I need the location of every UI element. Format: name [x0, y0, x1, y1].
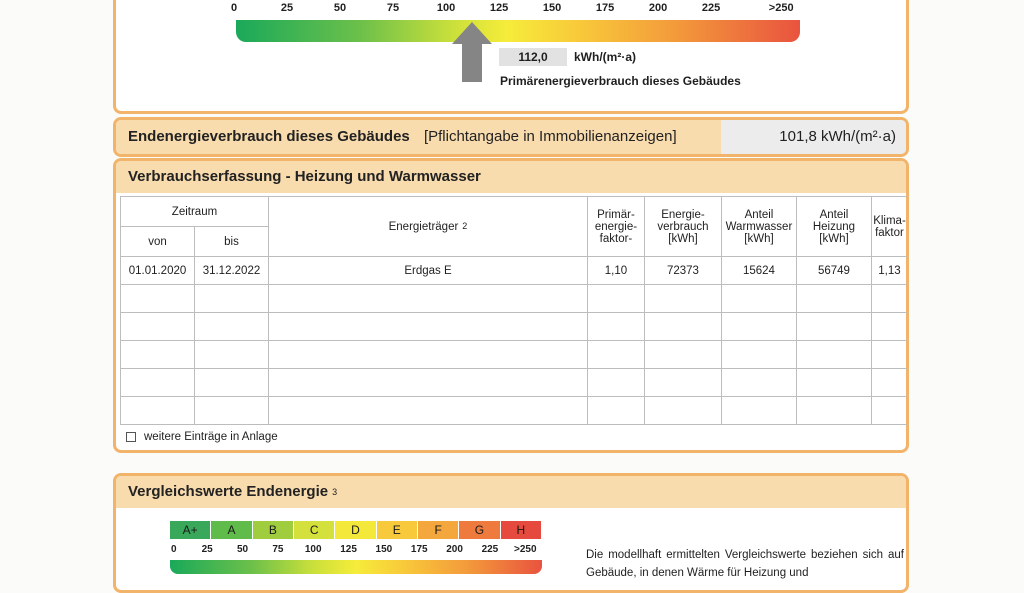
cell-warmwasser: 15624 [721, 257, 796, 285]
final-energy-title: Endenergieverbrauch dieses Gebäudes [128, 128, 410, 145]
consumption-title: Verbrauchserfassung - Heizung und Warmwasser [116, 161, 906, 193]
efficiency-class: F [418, 521, 459, 539]
tick-label: 0 [230, 2, 238, 14]
comparison-title: Vergleichswerte Endenergie [128, 483, 329, 500]
header-warmwasser: Anteil Warmwasser [kWh] [721, 197, 796, 257]
table-row [121, 397, 908, 425]
efficiency-class: C [294, 521, 335, 539]
consumption-table [120, 196, 908, 425]
more-entries-label: weitere Einträge in Anlage [144, 431, 278, 443]
more-entries-checkbox[interactable] [126, 432, 136, 442]
efficiency-class: E [377, 521, 418, 539]
final-energy-subtitle: [Pflichtangabe in Immobilienanzeigen] [423, 128, 677, 145]
tick-label: 150 [375, 544, 393, 555]
tick-label: 50 [333, 2, 347, 14]
header-energieverbrauch: Energie- verbrauch [kWh] [644, 197, 721, 257]
comparison-panel [113, 473, 909, 593]
comparison-header [116, 476, 906, 508]
tick-label: 25 [201, 544, 213, 555]
efficiency-class: A+ [170, 521, 211, 539]
efficiency-class: D [335, 521, 376, 539]
tick-label: 0 [170, 544, 177, 555]
tick-label: 75 [272, 544, 284, 555]
tick-label: 125 [340, 544, 357, 555]
tick-label: 175 [410, 544, 428, 555]
tick-label: 75 [386, 2, 400, 14]
cell-von: 01.01.2020 [121, 257, 195, 285]
primary-energy-value: 112,0 [499, 48, 567, 66]
primary-energy-caption: Primärenergieverbrauch dieses Gebäudes [500, 74, 741, 88]
table-row [121, 313, 908, 341]
cell-traeger: Erdgas E [268, 257, 587, 285]
efficiency-class: G [459, 521, 500, 539]
cell-bis: 31.12.2022 [194, 257, 268, 285]
tick-label: 125 [489, 2, 509, 14]
arrow-up-icon [452, 22, 492, 82]
table-row [121, 285, 908, 313]
cell-klima: 1,13 [871, 257, 907, 285]
tick-label: 225 [701, 2, 721, 14]
cell-heizung: 56749 [796, 257, 871, 285]
primary-energy-scale-bar [236, 20, 800, 42]
tick-label: 225 [481, 544, 499, 555]
table-row [121, 257, 908, 285]
tick-label: 200 [648, 2, 668, 14]
primary-energy-panel [113, 0, 909, 114]
header-zeitraum: Zeitraum [121, 197, 269, 227]
table-row [121, 369, 908, 397]
header-primaerfaktor: Primär- energie- faktor- [587, 197, 644, 257]
comparison-scale-bar [170, 560, 542, 574]
header-heizung: Anteil Heizung [kWh] [796, 197, 871, 257]
efficiency-classes [170, 521, 542, 539]
tick-label: 150 [542, 2, 562, 14]
header-bis: bis [194, 227, 268, 257]
comparison-title-sup: 3 [332, 487, 338, 497]
final-energy-panel [113, 117, 909, 157]
efficiency-class: B [253, 521, 294, 539]
tick-label: 200 [446, 544, 463, 555]
tick-label: 100 [304, 544, 322, 555]
consumption-panel [113, 158, 909, 453]
header-energietraeger: Energieträger $^2$ [268, 197, 587, 257]
cell-faktor: 1,10 [587, 257, 644, 285]
header-von: von [121, 227, 195, 257]
tick-label: >250 [513, 544, 537, 555]
tick-label: >250 [768, 2, 794, 14]
comparison-scale-ticks [170, 544, 542, 558]
final-energy-value: 101,8 kWh/(m²·a) [721, 120, 906, 154]
more-entries-note [126, 431, 278, 443]
primary-scale-ticks [230, 2, 804, 18]
tick-label: 25 [280, 2, 294, 14]
efficiency-class: H [501, 521, 542, 539]
tick-label: 175 [595, 2, 615, 14]
table-row [121, 341, 908, 369]
efficiency-class: A [211, 521, 252, 539]
cell-verbrauch: 72373 [644, 257, 721, 285]
comparison-description: Die modellhaft ermittelten Vergleichswerte beziehen sich auf Gebäude, in denen Wärme für Heizung und [586, 549, 904, 579]
tick-label: 50 [236, 544, 249, 555]
primary-energy-unit: kWh/(m²·a) [574, 50, 636, 64]
tick-label: 100 [436, 2, 456, 14]
header-klimafaktor: Klima- faktor [871, 197, 907, 257]
